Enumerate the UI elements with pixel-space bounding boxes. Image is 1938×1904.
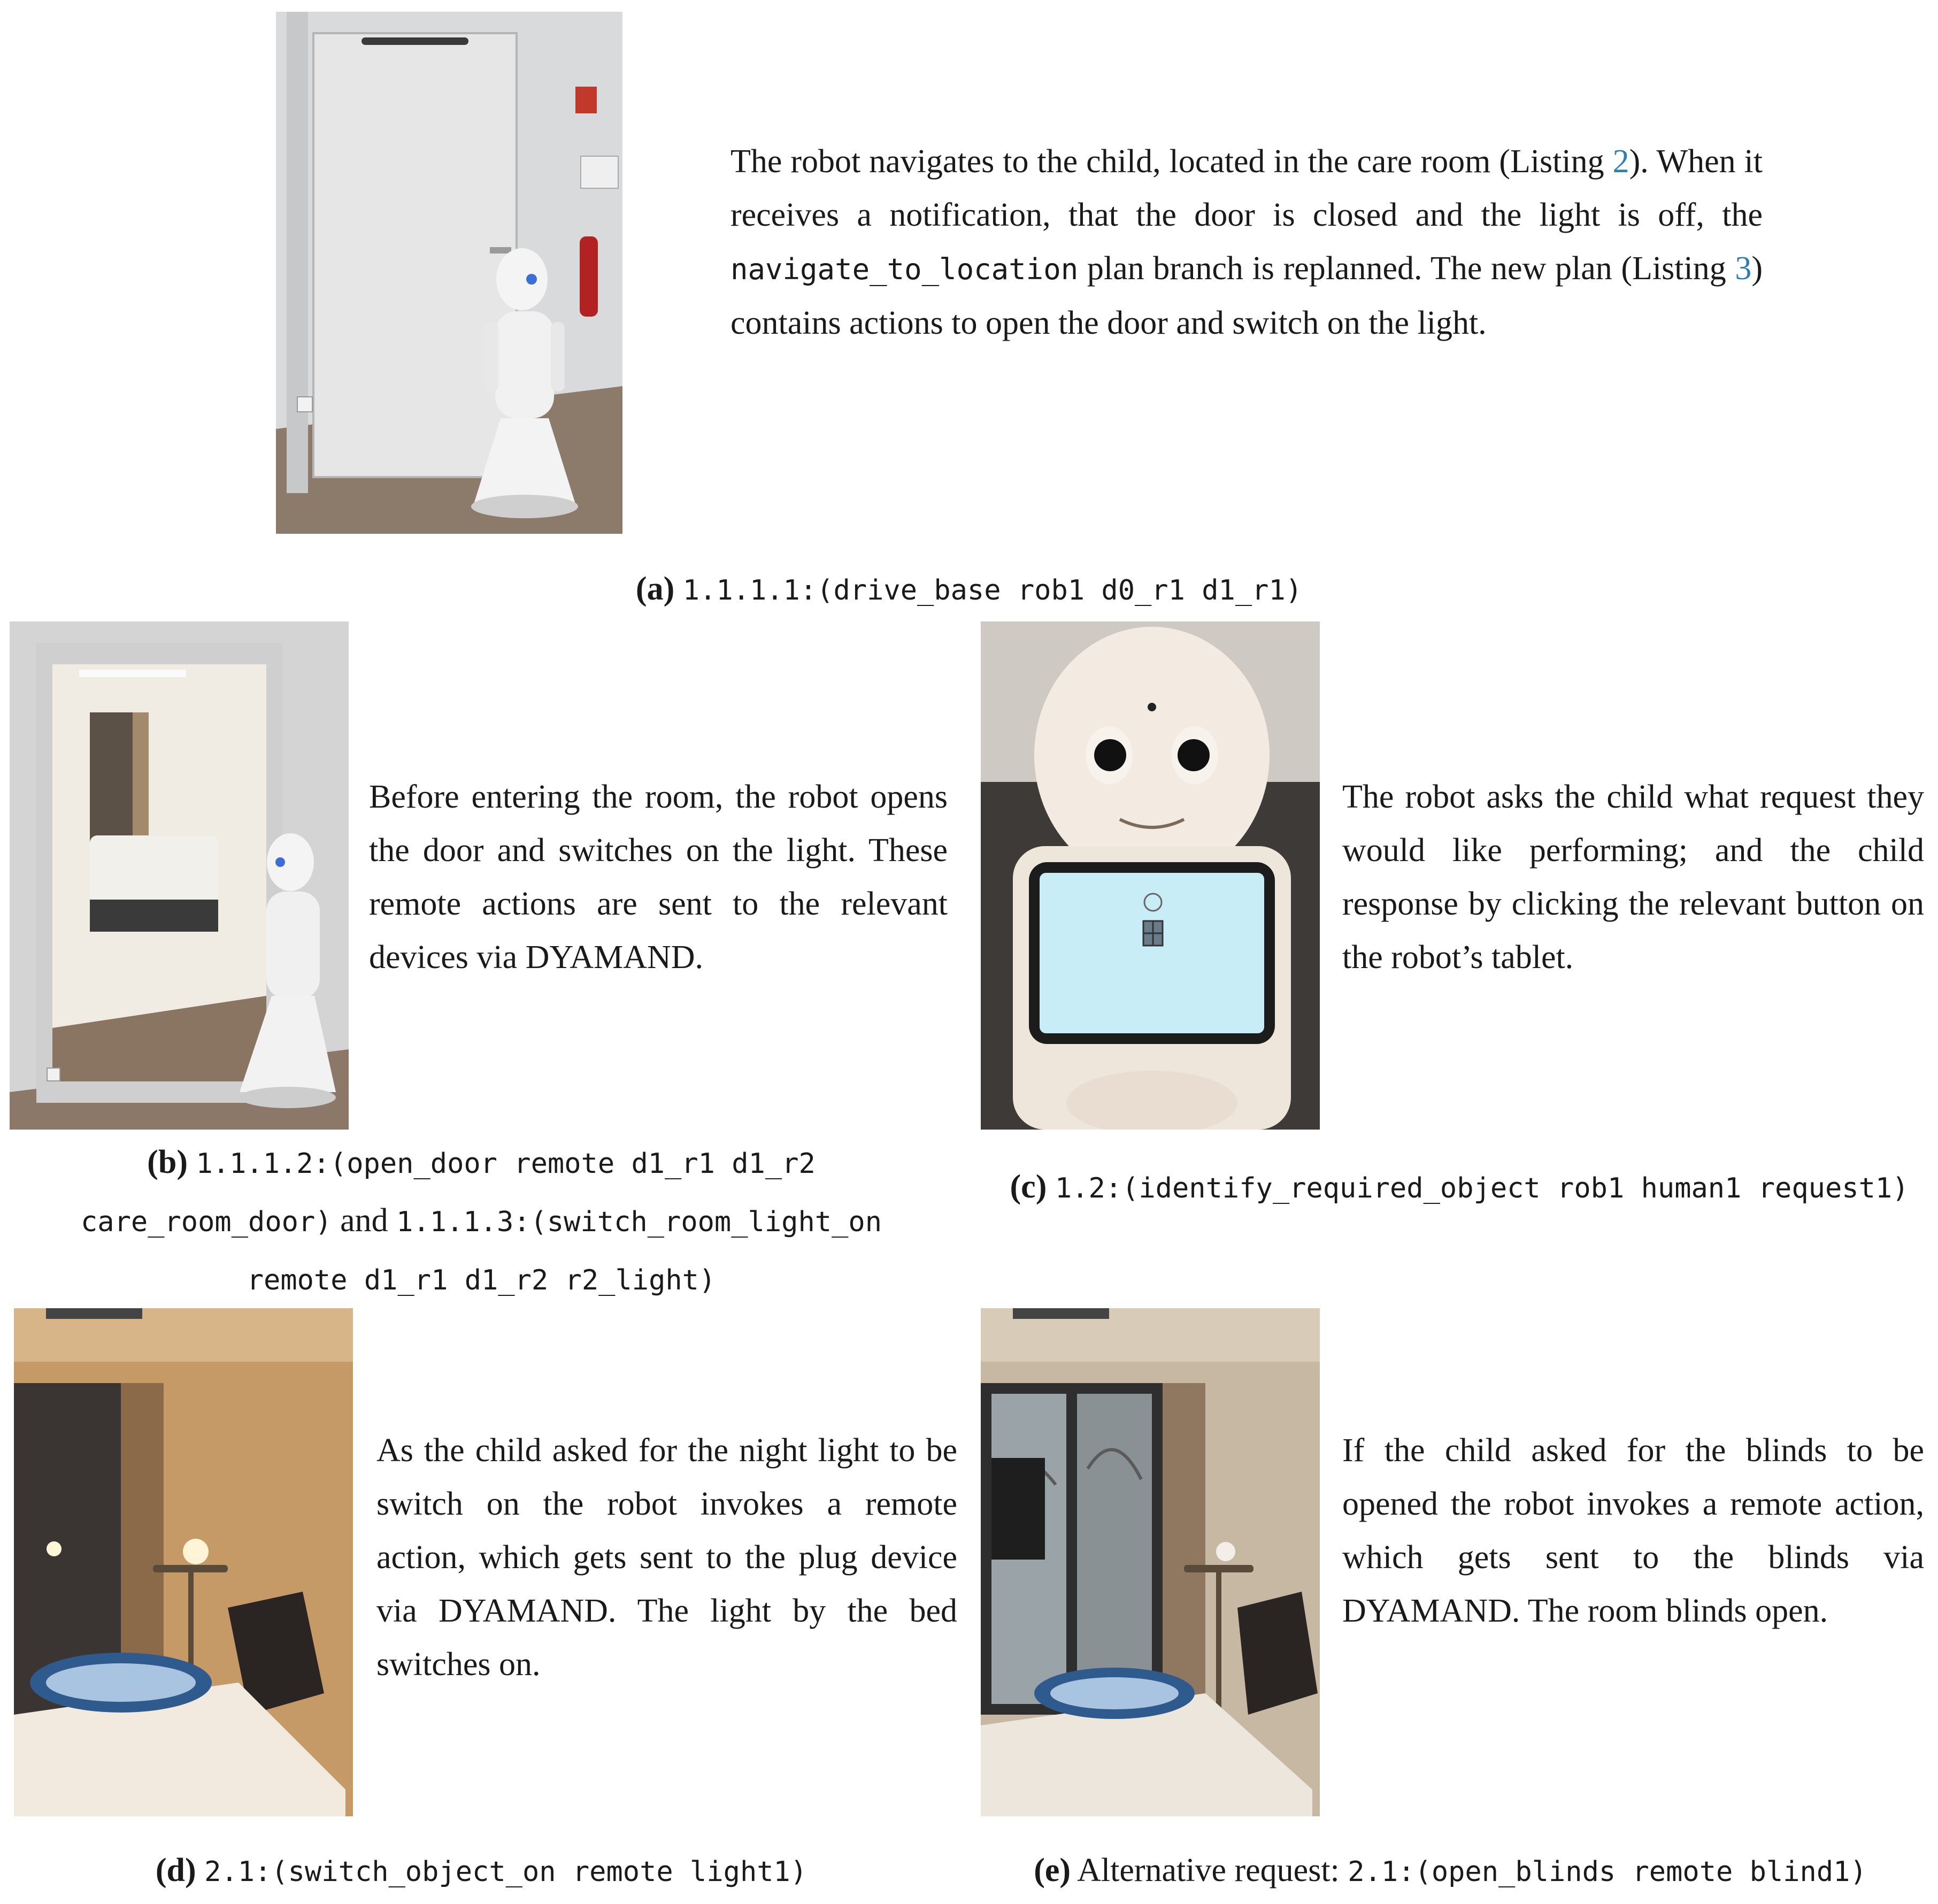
photo-night-light-on bbox=[14, 1308, 353, 1816]
caption-e: (e) Alternative request: 2.1:(open_blinds remote blind1) bbox=[1034, 1852, 1867, 1888]
panel-c-description: The robot asks the child what request they would like performing; and the child response by clicking the relevant button on the robot’s tablet. bbox=[1342, 779, 1924, 976]
listing-2-link[interactable]: 2 bbox=[1612, 143, 1629, 180]
caption-c: (c) 1.2:(identify_required_object rob1 human1 request1) bbox=[1010, 1169, 1909, 1205]
panel-e-description: If the child asked for the blinds to be opened the robot invokes a remote action, which gets sent to the blinds via DYAMAND. The room blinds open. bbox=[1342, 1432, 1924, 1629]
photo-robot-at-closed-door bbox=[276, 12, 622, 534]
listing-3-link[interactable]: 3 bbox=[1735, 250, 1752, 287]
panel-b-description: Before entering the room, the robot opens the door and switches on the light. These remote actions are sent to the relevant devices via DYAMAND. bbox=[369, 779, 948, 976]
photo-robot-entering-room bbox=[10, 621, 349, 1130]
panel-d-description: As the child asked for the night light to be switch on the robot invokes a remote action, which gets sent to the plug device via DYAMAND. The light by the bed switches on. bbox=[376, 1432, 957, 1683]
caption-b: (b) 1.1.1.2:(open_door remote d1_r1 d1_r2 care_room_door) and 1.1.1.3:(switch_room_light_on remote d1_r1 d1_r2 r2_light) bbox=[80, 1144, 882, 1296]
photo-blinds-open bbox=[981, 1308, 1320, 1816]
caption-a: (a) 1.1.1.1:(drive_base rob1 d0_r1 d1_r1) bbox=[635, 571, 1303, 607]
caption-d: (d) 2.1:(switch_object_on remote light1) bbox=[155, 1852, 808, 1888]
panel-a-description: The robot navigates to the child, located in the care room (Listing 2). When it receives a notification, that the door is closed and the light is off, the navigate_to_location plan branch is replanned. The new plan (Listing 3) contains actions to open the door and switch on the light. bbox=[730, 143, 1763, 341]
photo-robot-tablet bbox=[981, 621, 1320, 1130]
